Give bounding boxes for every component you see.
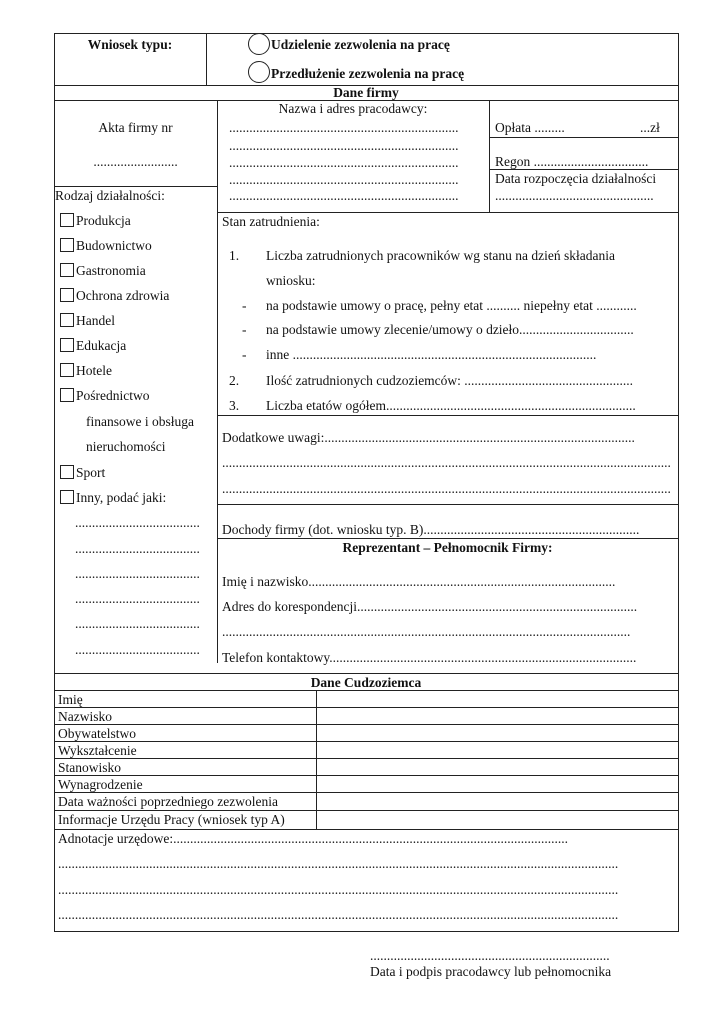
income-field[interactable]: Dochody firmy (dot. wniosku typ. B)................................................................ [222, 522, 640, 537]
option-grant-radio[interactable] [248, 33, 270, 55]
separator [489, 137, 678, 138]
remarks-line[interactable]: ..................................................................................................................................... [222, 481, 671, 496]
employer-line[interactable]: .................................................................... [229, 138, 459, 153]
activity-gastronomy-checkbox[interactable]: Gastronomia [60, 263, 146, 279]
regon-field[interactable]: Regon .................................. [495, 154, 649, 169]
bullet-dash: - [242, 322, 247, 337]
foreigner-row-label: Obywatelstwo [58, 726, 136, 741]
employment-item1-text: Liczba zatrudnionych pracowników wg stanu na dzień składania [266, 248, 616, 263]
activity-education-checkbox[interactable]: Edukacja [60, 338, 126, 354]
activity-trade-checkbox[interactable]: Handel [60, 313, 115, 329]
request-type-label: Wniosek typu: [87, 37, 173, 52]
records-number-field[interactable]: ......................... [93, 154, 178, 169]
start-date-field[interactable]: ............................................... [495, 188, 654, 203]
foreigner-row-label: Informacje Urzędu Pracy (wniosek typ A) [58, 812, 285, 827]
option-extend-label: Przedłużenie zezwolenia na pracę [271, 66, 465, 81]
total-positions-field[interactable]: Liczba etatów ogółem.......................................................................... [266, 398, 636, 413]
separator [54, 673, 678, 674]
activity-sport-checkbox[interactable]: Sport [60, 465, 105, 481]
previous-permit-validity-value[interactable] [317, 793, 677, 809]
other-activity-line[interactable]: ..................................... [75, 566, 200, 581]
correspondence-address-line[interactable]: ......................................................................................................................... [222, 624, 631, 639]
activity-production-checkbox[interactable]: Produkcja [60, 213, 131, 229]
first-name-value[interactable] [317, 691, 677, 706]
option-grant-label: Udzielenie zezwolenia na pracę [271, 37, 450, 52]
activity-intermediation-cont: nieruchomości [86, 439, 166, 454]
other-activity-line[interactable]: ..................................... [75, 541, 200, 556]
office-notes-line[interactable]: ...................................................................................................................................................................... [58, 856, 619, 871]
employer-line[interactable]: .................................................................... [229, 172, 459, 187]
activity-intermediation-cont: finansowe i obsługa [86, 414, 194, 429]
fee-column-divider [489, 100, 490, 212]
foreigner-row-label: Wykształcenie [58, 743, 137, 758]
office-notes-line[interactable]: ...................................................................................................................................................................... [58, 882, 619, 897]
citizenship-value[interactable] [317, 725, 677, 740]
activity-other-checkbox[interactable]: Inny, podać jaki: [60, 490, 166, 506]
header-divider [206, 33, 207, 85]
signature-line[interactable]: ....................................................................... [370, 948, 610, 963]
separator [489, 169, 678, 170]
employer-line[interactable]: .................................................................... [229, 155, 459, 170]
bullet-dash: - [242, 298, 247, 313]
fee-unit: ...zł [640, 120, 660, 135]
start-date-label: Data rozpoczęcia działalności [495, 171, 657, 186]
contact-phone-field[interactable]: Telefon kontaktowy........................................................................................... [222, 650, 637, 665]
signature-caption: Data i podpis pracodawcy lub pełnomocnika [370, 964, 612, 979]
office-notes-line[interactable]: ...................................................................................................................................................................... [58, 907, 619, 922]
education-value[interactable] [317, 742, 677, 757]
foreigner-row-label: Wynagrodzenie [58, 777, 143, 792]
activity-label: Rodzaj działalności: [55, 188, 165, 203]
full-time-field[interactable]: na podstawie umowy o pracę, pełny etat .......... niepełny etat ............ [266, 298, 637, 313]
employment-title: Stan zatrudnienia: [222, 214, 320, 229]
other-activity-line[interactable]: ..................................... [75, 642, 200, 657]
separator [217, 415, 678, 416]
remarks-field[interactable]: Dodatkowe uwagi:............................................................................................ [222, 430, 635, 445]
employer-line[interactable]: .................................................................... [229, 188, 459, 203]
position-value[interactable] [317, 759, 677, 774]
fee-field[interactable]: Opłata ......... [495, 120, 565, 135]
separator [217, 538, 678, 539]
separator [217, 212, 678, 213]
foreigner-row-label: Nazwisko [58, 709, 112, 724]
employer-line[interactable]: .................................................................... [229, 120, 459, 135]
other-activity-line[interactable]: ..................................... [75, 616, 200, 631]
last-name-value[interactable] [317, 708, 677, 723]
activity-intermediation-checkbox[interactable]: Pośrednictwo [60, 388, 150, 404]
employment-item-number: 1. [229, 248, 240, 263]
company-section-title: Dane firmy [333, 85, 399, 100]
labour-office-info-value[interactable] [317, 811, 677, 828]
left-column-divider [217, 100, 218, 663]
employment-item1-text-cont: wniosku: [266, 273, 316, 288]
records-label: Akta firmy nr [98, 120, 173, 135]
separator [54, 829, 678, 830]
activity-health-checkbox[interactable]: Ochrona zdrowia [60, 288, 169, 304]
employer-name-label: Nazwa i adres pracodawcy: [278, 101, 428, 116]
salary-value[interactable] [317, 776, 677, 791]
foreigner-section-title: Dane Cudzoziemca [310, 675, 422, 690]
other-employment-field[interactable]: inne .......................................................................................... [266, 347, 597, 362]
contract-field[interactable]: na podstawie umowy zlecenie/umowy o dzieło.................................. [266, 322, 634, 337]
other-activity-line[interactable]: ..................................... [75, 515, 200, 530]
representative-title: Reprezentant – Pełnomocnik Firmy: [342, 540, 553, 555]
employment-item-number: 3. [229, 398, 240, 413]
representative-name-field[interactable]: Imię i nazwisko........................................................................................... [222, 574, 616, 589]
office-notes-field[interactable]: Adnotacje urzędowe:..................................................................................................................... [58, 831, 568, 846]
remarks-line[interactable]: ..................................................................................................................................... [222, 455, 671, 470]
option-extend-radio[interactable] [248, 61, 270, 83]
bullet-dash: - [242, 347, 247, 362]
separator [217, 504, 678, 505]
employment-item-number: 2. [229, 373, 240, 388]
activity-construction-checkbox[interactable]: Budownictwo [60, 238, 152, 254]
foreigner-row-label: Data ważności poprzedniego zezwolenia [58, 794, 279, 809]
foreigner-row-label: Stanowisko [58, 760, 122, 775]
activity-hotels-checkbox[interactable]: Hotele [60, 363, 112, 379]
separator [54, 186, 217, 187]
foreigner-row-label: Imię [58, 692, 83, 707]
foreigners-count-field[interactable]: Ilość zatrudnionych cudzoziemców: .................................................. [266, 373, 634, 388]
other-activity-line[interactable]: ..................................... [75, 591, 200, 606]
correspondence-address-field[interactable]: Adres do korespondencji................................................................................... [222, 599, 638, 614]
